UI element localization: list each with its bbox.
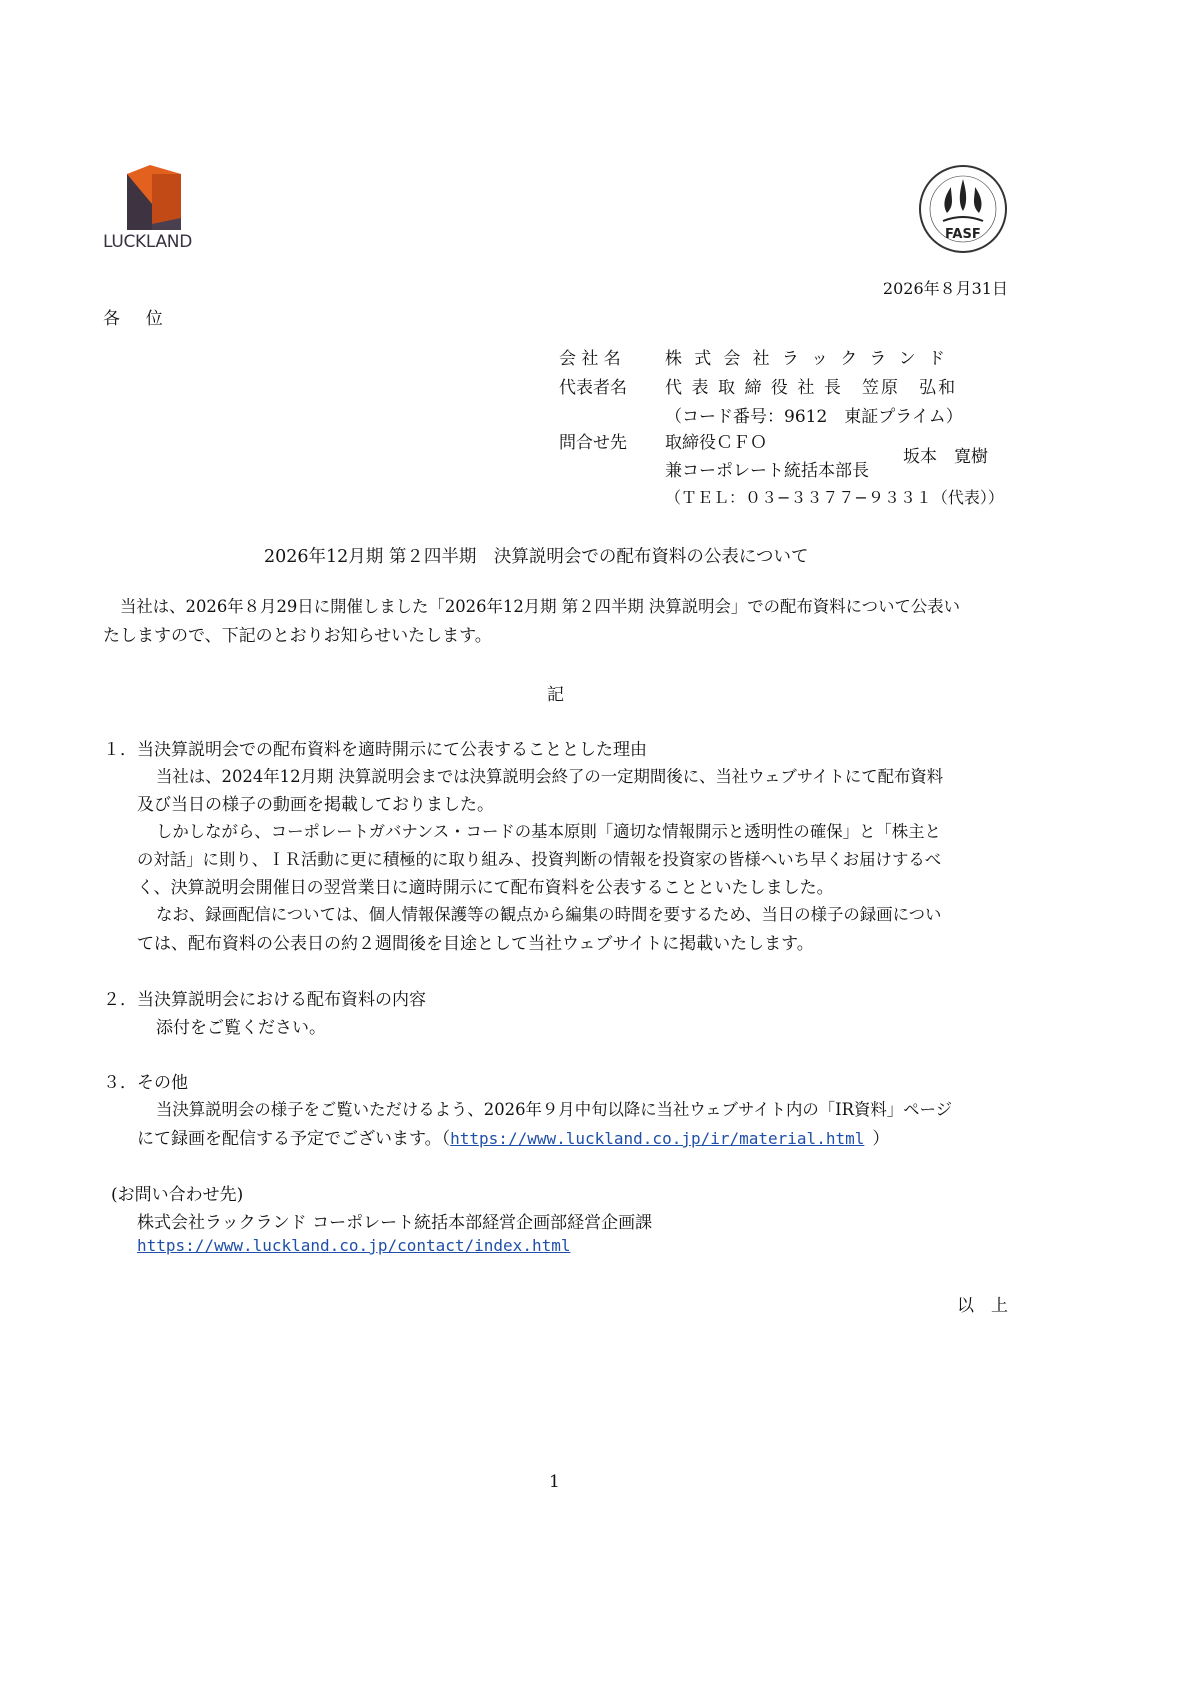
section-2-heading: ２．当決算説明会における配布資料の内容 <box>103 990 426 1010</box>
section-1-heading: １．当決算説明会での配布資料を適時開示にて公表することとした理由 <box>103 740 647 760</box>
contact-link[interactable]: https://www.luckland.co.jp/contact/index.html <box>137 1236 571 1255</box>
intro-line-1: 当社は、2026年８月29日に開催しました「2026年12月期 第２四半期 決算説明会」での配布資料について公表い <box>120 597 961 616</box>
section-1-p2-line2: の対話」に則り、ＩＲ活動に更に積極的に取り組み、投資判断の情報を投資家の皆様へいち早くお届けするべ <box>137 850 942 869</box>
addressee: 各 位 <box>103 309 174 329</box>
section-1-p1-line2: 及び当日の様子の動画を掲載しておりました。 <box>137 795 494 815</box>
representative-value: 代 表 取 締 役 社 長 笠原 弘和 <box>665 378 958 398</box>
representative-label: 代表者名 <box>559 378 627 398</box>
fasf-seal <box>917 163 1009 255</box>
section-1-p2-line1: しかしながら、コーポレートガバナンス・コードの基本原則「適切な情報開示と透明性の確保」と「株主と <box>156 822 941 841</box>
closing-text: 以 上 <box>957 1296 1008 1316</box>
seal-short-text: FASF <box>945 227 981 242</box>
ki-heading: 記 <box>547 685 564 705</box>
document-date: 2026年８月31日 <box>882 279 1008 298</box>
company-name-label: 会 社 名 <box>559 349 621 369</box>
logo-text: LUCKLAND <box>103 232 192 252</box>
intro-line-2: たしますので、下記のとおりお知らせいたします。 <box>103 626 492 646</box>
section-1-p2-line3: く、決算説明会開催日の翌営業日に適時開示にて配布資料を公表することといたしました。 <box>137 878 834 898</box>
contact-label: 問合せ先 <box>559 433 627 453</box>
luckland-logo <box>100 162 210 257</box>
section-3-line1: 当決算説明会の様子をご覧いただけるよう、2026年９月中旬以降に当社ウェブサイト内の「IR資料」ページ <box>156 1100 952 1119</box>
section-3-line2-close: ） <box>872 1129 890 1149</box>
luckland-logo-icon <box>100 162 210 230</box>
section-3-line2-text: にて録画を配信する予定でございます。（ <box>137 1129 451 1149</box>
section-3-heading: ３．その他 <box>103 1073 188 1093</box>
contact-title-1: 取締役ＣＦＯ <box>665 433 767 453</box>
contact-inquiry-label: (お問い合わせ先) <box>111 1185 244 1205</box>
section-1-p3-line1: なお、録画配信については、個人情報保護等の観点から編集の時間を要するため、当日の様子の録画につい <box>156 905 942 924</box>
document-title: 2026年12月期 第２四半期 決算説明会での配布資料の公表について <box>264 547 809 567</box>
section-3-line2 <box>137 1124 889 1149</box>
tel-line: （ＴＥＬ：０３−３３７７−９３３１（代表）） <box>665 488 1004 507</box>
contact-title-2: 兼コーポレート統括本部長 <box>665 461 869 481</box>
section-1-p1-line1: 当社は、2024年12月期 決算説明会までは決算説明会終了の一定期間後に、当社ウェブサイトにて配布資料 <box>156 767 944 786</box>
company-name-value: 株 式 会 社 ラ ッ ク ラ ン ド <box>665 349 949 369</box>
section-1-p3-line2: ては、配布資料の公表日の約２週間後を目途として当社ウェブサイトに掲載いたします。 <box>137 934 814 954</box>
stock-code-line: （コード番号：9612 東証プライム） <box>665 407 963 427</box>
page-number: 1 <box>549 1472 560 1492</box>
contact-department: 株式会社ラックランド コーポレート統括本部経営企画部経営企画課 <box>137 1213 653 1233</box>
section-2-body: 添付をご覧ください。 <box>156 1018 326 1038</box>
contact-person-name: 坂本 寛樹 <box>903 447 988 467</box>
ir-material-link[interactable]: https://www.luckland.co.jp/ir/material.html <box>450 1129 865 1148</box>
